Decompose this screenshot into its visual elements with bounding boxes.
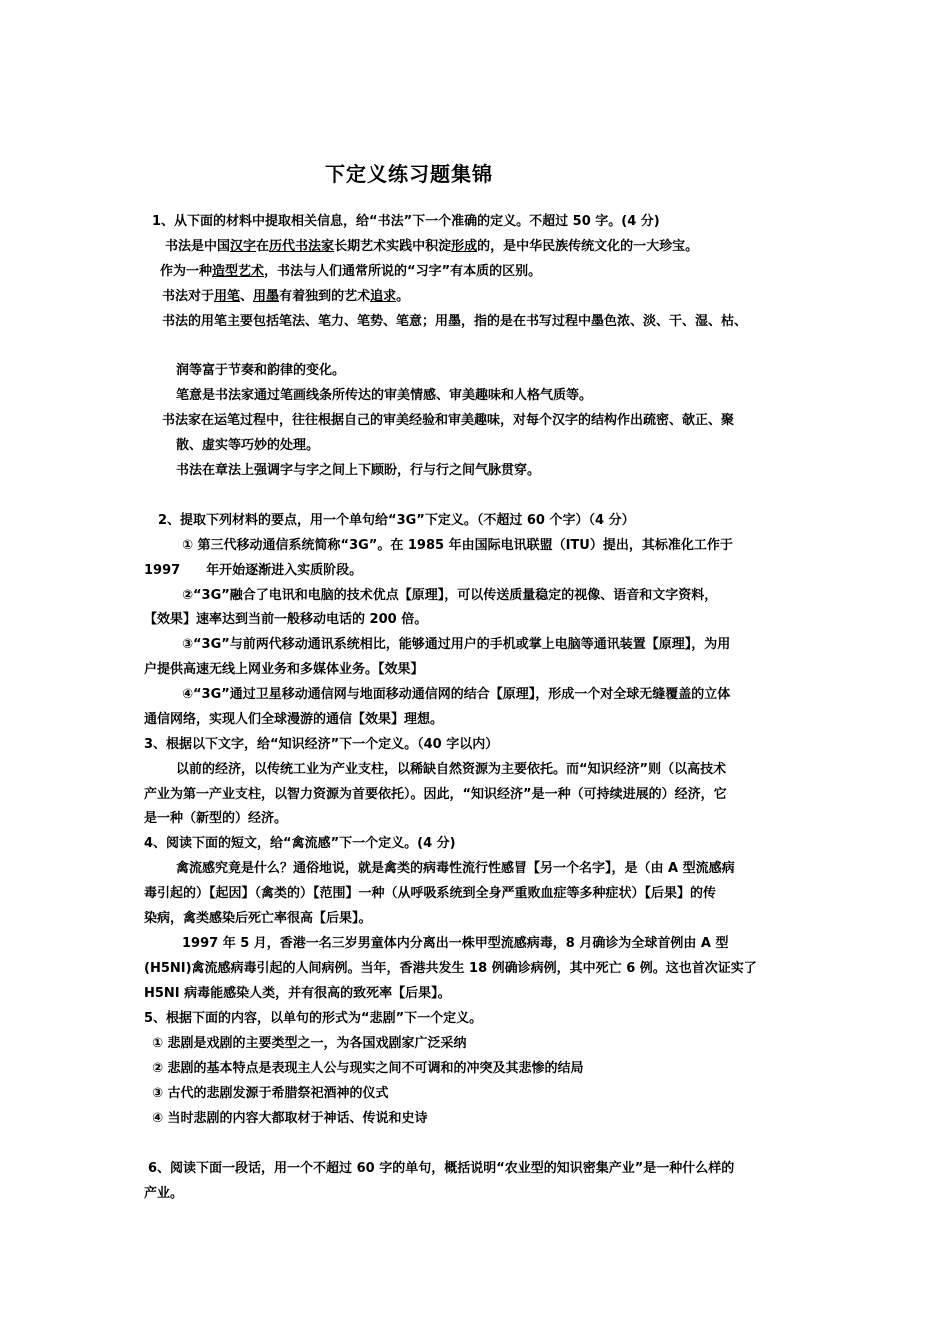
q2-point-3a: ③“3G”与前两代移动通讯系统相比，能够通过用户的手机或掌上电脑等通讯装置【原理】，为用 [182, 637, 731, 652]
q3-line-2: 产业为第一产业支柱，以智力资源为首要依托）。因此，“知识经济”是一种（可持续进展的）经济，它 [144, 787, 727, 802]
q2-point-1a: ① 第三代移动通信系统简称“3G”。在 1985 年由国际电讯联盟（ITU）提出，其标准化工作于 [182, 538, 733, 553]
q6-line-2: 产业。 [144, 1186, 184, 1201]
q5-question: 5、根据下面的内容，以单句的形式为“悲剧”下一个定义。 [144, 1011, 483, 1026]
q1-l1-e: 长期艺术实践中积淀 [334, 239, 452, 254]
q2-point-2b: 【效果】速率达到当前一般移动电话的 200 倍。 [144, 612, 428, 627]
q1-l2-c: ，书法与人们通常所说的“习字”有本质的区别。 [264, 264, 542, 279]
q5-item-2: ② 悲剧的基本特点是表现主人公与现实之间不可调和的冲突及其悲惨的结局 [152, 1061, 584, 1076]
q4-line-5: (H5NI)禽流感病毒引起的人间病例。当年，香港共发生 18 例确诊病例，其中死亡 6 例。这也首次证实了 [144, 961, 757, 976]
q1-l1-d: 历代书法家 [269, 239, 335, 254]
q1-l2-b: 造型艺术 [212, 264, 265, 279]
q1-l2-a: 作为一种 [160, 264, 213, 279]
q6-line-1: 6、阅读下面一段话，用一个不超过 60 字的单句，概括说明“农业型的知识密集产业”是一种什么样的 [148, 1161, 735, 1176]
q1-question: 1、从下面的材料中提取相关信息，给“书法”下一个准确的定义。不超过 50 字。(4 分) [152, 214, 660, 229]
q1-l3-f: 追求 [370, 289, 397, 304]
q1-line-2 [160, 263, 541, 281]
q1-l3-g: 。 [396, 289, 410, 304]
q3-question: 3、根据以下文字，给“知识经济”下一个定义。（40 字以内） [144, 737, 499, 752]
page-title: 下定义练习题集锦 [325, 162, 493, 186]
q1-l3-a: 书法对于 [162, 289, 215, 304]
q4-line-1: 禽流感究竟是什么？通俗地说，就是禽类的病毒性流行性感冒【另一个名字】，是（由 A 型流感病 [176, 861, 735, 876]
q4-line-2: 毒引起的）【起因】（禽类的）【范围】一种（从呼吸系统到全身严重败血症等多种症状）【后果】的传 [144, 886, 717, 901]
q1-l3-b: 用笔 [214, 289, 241, 304]
q2-point-1b: 1997 年开始逐渐进入实质阶段。 [144, 563, 363, 578]
q1-l1-a: 书法是中国 [165, 239, 231, 254]
q1-l1-g: 的，是中华民族传统文化的一大珍宝。 [477, 239, 699, 254]
q5-item-1: ① 悲剧是戏剧的主要类型之一，为各国戏剧家广泛采纳 [152, 1036, 467, 1051]
q1-line-7: 书法家在运笔过程中，往往根据自己的审美经验和审美趣味，对每个汉字的结构作出疏密、欹正、聚 [162, 413, 735, 428]
q2-point-2a: ②“3G”融合了电讯和电脑的技术优点【原理】，可以传送质量稳定的视像、语音和文字资料， [182, 588, 718, 603]
q2-point-3b: 户提供高速无线上网业务和多媒体业务。【效果】 [144, 662, 424, 677]
q4-line-3: 染病，禽类感染后死亡率很高【后果】。 [144, 911, 372, 926]
q4-line-6: H5NI 病毒能感染人类，并有很高的致死率【后果】。 [144, 986, 451, 1001]
q2-point-4b: 通信网络，实现人们全球漫游的通信【效果】理想。 [144, 712, 444, 727]
q1-line-3 [162, 288, 409, 306]
q2-point-4a: ④“3G”通过卫星移动通信网与地面移动通信网的结合【原理】，形成一个对全球无缝覆盖的立体 [182, 687, 731, 702]
q1-l3-d: 用墨 [253, 289, 280, 304]
q2-question: 2、提取下列材料的要点，用一个单句给“3G”下定义。（不超过 60 个字）（4 分） [158, 513, 635, 528]
q1-line-1 [165, 238, 698, 256]
q1-l3-e: 有着独到的艺术 [279, 289, 371, 304]
q4-question: 4、阅读下面的短文，给“禽流感”下一个定义。(4 分) [144, 836, 456, 851]
q1-l3-c: 、 [240, 289, 254, 304]
q1-line-4: 书法的用笔主要包括笔法、笔力、笔势、笔意；用墨，指的是在书写过程中墨色浓、淡、干、湿、枯、 [162, 314, 748, 329]
q5-item-3: ③ 古代的悲剧发源于希腊祭祀酒神的仪式 [152, 1086, 389, 1101]
q1-line-6: 笔意是书法家通过笔画线条所传达的审美情感、审美趣味和人格气质等。 [176, 388, 593, 403]
q1-line-8: 散、虚实等巧妙的处理。 [176, 438, 320, 453]
q5-item-4: ④ 当时悲剧的内容大都取材于神话、传说和史诗 [152, 1111, 428, 1126]
q1-line-9: 书法在章法上强调字与字之间上下顾盼，行与行之间气脉贯穿。 [176, 463, 541, 478]
q1-l1-c: 在 [256, 239, 270, 254]
q1-l1-f: 形成 [451, 239, 478, 254]
q1-line-5: 润等富于节奏和韵律的变化。 [176, 363, 346, 378]
q3-line-3: 是一种（新型的）经济。 [144, 811, 288, 826]
q1-l1-b: 汉字 [230, 239, 257, 254]
q3-line-1: 以前的经济，以传统工业为产业支柱，以稀缺自然资源为主要依托。而“知识经济”则（以高技术 [176, 762, 727, 777]
q4-line-4: 1997 年 5 月，香港一名三岁男童体内分离出一株甲型流感病毒，8 月确诊为全球首例由 A 型 [182, 936, 729, 951]
